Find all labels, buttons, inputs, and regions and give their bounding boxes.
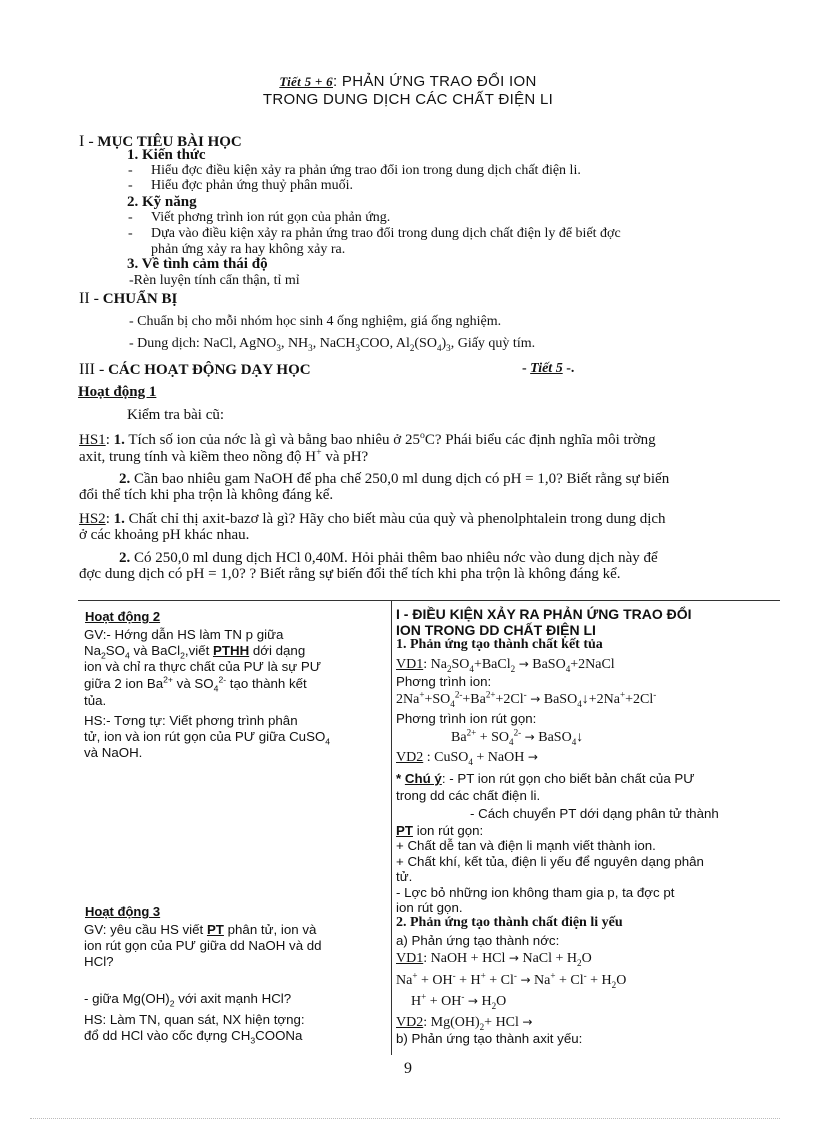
activity-1-heading: Hoạt động 1 [78, 384, 157, 400]
bullet-dash: - [128, 178, 133, 193]
footer-divider [30, 1118, 780, 1119]
skill-item-2b: phản ứng xảy ra hay không xảy ra. [151, 242, 346, 257]
note-line-9: ion rút gọn. [396, 900, 463, 915]
bullet-dash: - [128, 210, 133, 225]
period-label: - Tiết 5 -. [522, 361, 575, 376]
knowledge-item-2: Hiểu đợc phản ứng thuỷ phân muối. [151, 178, 354, 193]
arrow-icon: → [518, 657, 529, 671]
activity-2-heading: Hoạt động 2 [85, 609, 161, 624]
hs1-question-2-cont: đổi thể tích khi pha trộn là không đáng kể. [79, 487, 334, 503]
hs-task-1b: tử, ion và ion rút gọn của PƯ giữa CuSO$_4$ [84, 729, 331, 747]
note-line-8: - Lợc bỏ những ion không tham gia p, ta đợc pt [396, 885, 675, 900]
hs2-question-1-cont: ở các khoảng pH khác nhau. [79, 527, 250, 543]
gv-instruction-2c: HCl? [84, 954, 114, 969]
example-1-equation: VD1: $Na_2SO_4+BaCl_2$ → BaSO$_4$+2NaCl [396, 657, 615, 674]
note-line-7: tử. [396, 869, 413, 884]
gv-instruction-2b: ion rút gọn của PƯ giữa dd NaOH và dd [84, 938, 322, 953]
attitude-heading: 3. Về tình cảm thái độ [127, 256, 268, 272]
ionic-equation: $2Na^++SO_4^{2-}+Ba^{2+}+2Cl^-$ → BaSO$_4$↓+2Na++2Cl- [396, 689, 657, 709]
right-heading-1: I - ĐIỀU KIỆN XẢY RA PHẢN ỨNG TRAO ĐỔI [396, 606, 692, 622]
arrow-icon: → [527, 750, 538, 764]
gv-instruction-1c: ion và chỉ ra thực chất của PƯ là sự PƯ [84, 659, 322, 674]
hs-task-2b: đổ dd HCl vào cốc đựng $CH_3COONa$ [84, 1028, 303, 1046]
arrow-icon: → [530, 692, 541, 706]
hs2-question-2: 2. Có 250,0 ml dung dịch HCl 0,40M. Hỏi phải thêm bao nhiêu nớc vào dung dịch này để [119, 550, 658, 566]
gv-instruction-1d: giữa 2 ion $Ba^{2+}$ và $SO_4^{2-}$ tạo thành kết [84, 674, 307, 694]
section-2-heading: II - CHUẨN BỊ [79, 290, 178, 307]
water-formation-label: a) Phản ứng tạo thành nớc: [396, 933, 560, 948]
bullet-dash: - [128, 163, 133, 178]
title-line-1: : PHẢN ỨNG TRAO ĐỔI ION [333, 73, 537, 90]
skills-heading: 2. Kỹ năng [127, 194, 197, 210]
arrow-icon: → [522, 1015, 533, 1029]
page-title [0, 73, 816, 90]
prep-item-1: - Chuẩn bị cho mỗi nhóm học sinh 4 ống nghiệm, giá ống nghiệm. [129, 314, 502, 329]
hs2-question-2-cont: đợc dung dịch có pH = 1,0? ? Biết rằng sự biến đổi thể tích khi pha trộn là không đáng kể. [79, 566, 621, 582]
gv-instruction-2d: - giữa $Mg(OH)_2$ với axit mạnh HCl? [84, 991, 292, 1009]
hs1-question-2: 2. Cần bao nhiêu gam NaOH để pha chế 250,0 ml dung dịch có pH = 1,0? Biết rằng sự biến [119, 471, 670, 487]
prep-item-2: - Dung dịch: NaCl, AgNO$_3$, $NH_3$, NaCH$_3$COO, $Al_2(SO_4)_3$, Giấy quỳ tím. [129, 336, 536, 353]
subsection-precipitate: 1. Phản ứng tạo thành chất kết tủa [396, 637, 603, 652]
hs1-question-1: HS1: 1. Tích số ion của nớc là gì và bằng bao nhiêu ở 25$^o$C? Phái biểu các định nghĩa môi trờng [79, 430, 656, 448]
knowledge-heading: 1. Kiến thức [127, 147, 206, 163]
title-line-2: TRONG DUNG DỊCH CÁC CHẤT ĐIỆN LI [262, 91, 554, 108]
page-number: 9 [404, 1060, 412, 1077]
net-ionic-equation: $Ba^{2+} + SO_4^{2-}$ → BaSO$_4$↓ [451, 727, 584, 747]
note-line-1: * Chú ý: - PT ion rút gọn cho biết bản chất của PƯ [396, 771, 695, 786]
arrow-icon: → [524, 730, 535, 744]
weak-acid-label: b) Phản ứng tạo thành axit yếu: [396, 1031, 583, 1046]
bullet-dash: - [128, 226, 133, 241]
activity-3-heading: Hoạt động 3 [85, 904, 161, 919]
arrow-icon: → [508, 951, 519, 965]
knowledge-item-1: Hiểu đợc điều kiện xảy ra phản ứng trao đổi ion trong dung dịch chất điện li. [151, 163, 581, 178]
right-heading-2: ION TRONG DD CHẤT ĐIỆN LI [396, 622, 596, 638]
gv-instruction-1b: $Na_2SO_4$ và BaCl$_2$,viết PTHH dới dạng [84, 643, 306, 661]
example-2-equation: VD2 : CuSO$_4$ + NaOH → [396, 750, 538, 767]
hs-task-1c: và NaOH. [84, 745, 143, 760]
hs-task-2: HS: Làm TN, quan sát, NX hiện tợng: [84, 1012, 305, 1027]
ionic-equation-label: Phơng trình ion: [396, 674, 492, 689]
hs2-question-1: HS2: 1. Chất chỉ thị axit-bazơ là gì? Hãy cho biết màu của quỳ và phenolphtalein trong dung dịch [79, 511, 666, 527]
note-line-3: - Cách chuyển PT dới dạng phân tử thành [470, 806, 719, 821]
section-3-heading: III - CÁC HOẠT ĐỘNG DẠY HỌC [79, 361, 311, 378]
attitude-item-1: -Rèn luyện tính cẩn thận, tỉ mỉ [129, 273, 300, 288]
note-line-4: PT ion rút gọn: [396, 823, 484, 838]
subsection-weak-electrolyte: 2. Phản ứng tạo thành chất điện li yếu [396, 915, 623, 930]
note-line-5: + Chất dễ tan và điện li mạnh viết thành ion. [396, 838, 656, 853]
water-net-equation: $H^+ + OH^- \to H_2O$ [411, 991, 507, 1011]
table-divider [391, 600, 392, 1055]
section-1-heading: I - MỤC TIÊU BÀI HỌC [79, 133, 242, 150]
net-ionic-label: Phơng trình ion rút gọn: [396, 711, 537, 726]
note-line-2: trong dd các chất điện li. [396, 788, 541, 803]
arrow-icon: → [467, 994, 478, 1008]
hs1-question-1-cont: axit, trung tính và kiềm theo nồng độ H+ và pH? [79, 447, 369, 465]
hs-task-1: HS:- Tơng tự: Viết phơng trình phân [84, 713, 298, 728]
gv-instruction-2: GV: yêu cầu HS viết PT phân tử, ion và [84, 922, 317, 937]
gv-instruction-1e: tủa. [84, 693, 107, 708]
old-lesson-check: Kiểm tra bài cũ: [127, 407, 225, 423]
water-ionic-equation: $Na^+ + OH^- + H^+ + Cl^- \to Na^+ + Cl^- + H_2O$ [396, 970, 627, 990]
arrow-icon: → [520, 973, 531, 987]
skill-item-1: Viết phơng trình ion rút gọn của phản ứng. [151, 210, 391, 225]
water-example-2: VD2: $Mg(OH)_2+$ HCl → [396, 1015, 533, 1032]
skill-item-2a: Dựa vào điều kiện xảy ra phản ứng trao đổi trong dung dịch chất điện ly để biết đợc [151, 226, 621, 241]
gv-instruction-1: GV:- Hớng dẫn HS làm TN p giữa [84, 627, 284, 642]
water-example-1: VD1: NaOH + HCl → NaCl + $H_2O$ [396, 951, 592, 968]
lesson-label: Tiết 5 + 6 [279, 74, 333, 89]
note-line-6: + Chất khí, kết tủa, điện li yếu để nguyên dạng phân [396, 854, 704, 869]
